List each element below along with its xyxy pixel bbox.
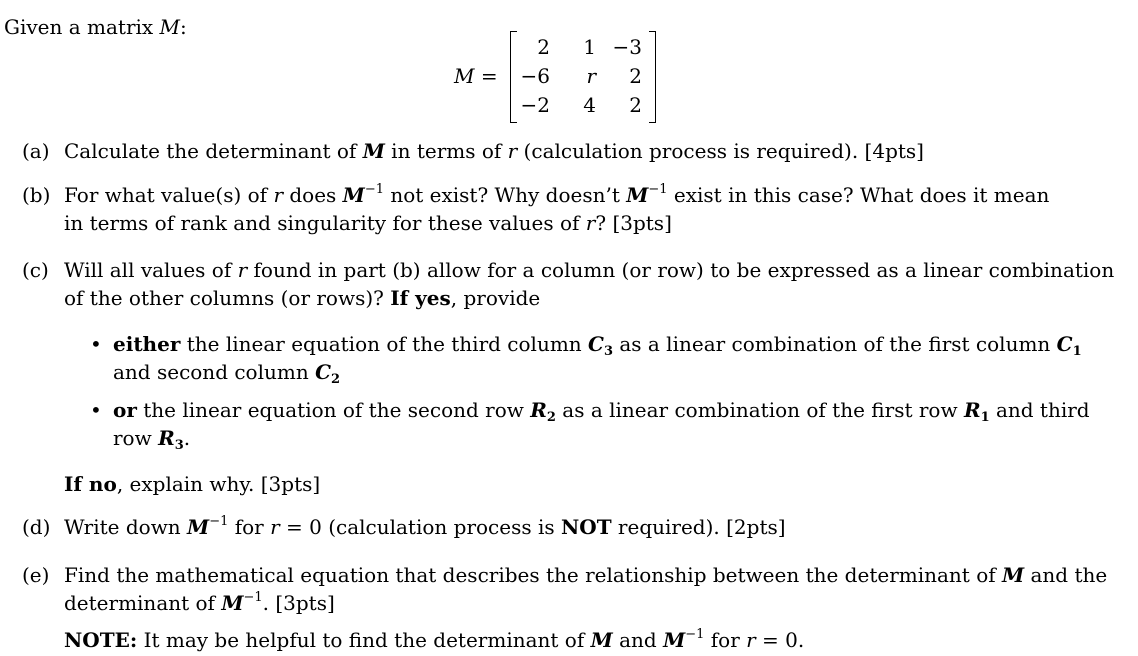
- matrix-cell: 2: [629, 93, 642, 117]
- bullet1-line2: [113, 360, 341, 387]
- r-symbol: r: [585, 211, 596, 235]
- text: required). [2pts]: [611, 515, 786, 539]
- part-b-line2: [64, 211, 672, 235]
- matrix-lhs: M =: [454, 64, 498, 88]
- bullet: •: [90, 398, 102, 422]
- inverse-exponent: −1: [648, 182, 668, 197]
- R-symbol: R: [963, 398, 981, 422]
- note-line: [64, 628, 804, 652]
- text: and second column: [113, 360, 316, 384]
- text: for: [704, 628, 747, 652]
- R-symbol: R: [158, 426, 175, 450]
- subscript: 3: [174, 438, 184, 453]
- text: Will all values of: [64, 258, 238, 282]
- r-symbol: r: [507, 139, 518, 163]
- or-keyword: or: [113, 398, 137, 422]
- part-c-label: (c): [22, 258, 49, 282]
- intro-text: Given a matrix: [4, 15, 160, 39]
- matrix-cell: r: [586, 64, 596, 88]
- M-symbol: M: [362, 139, 385, 163]
- bullet2-line1: [113, 398, 1090, 425]
- text: determinant of: [64, 591, 222, 615]
- text: Write down: [64, 515, 188, 539]
- subscript: 2: [331, 372, 341, 387]
- part-a-label: (a): [22, 139, 50, 163]
- text: , provide: [450, 286, 541, 310]
- subscript: 3: [603, 344, 613, 359]
- text: (calculation process is required). [4pts]: [517, 139, 924, 163]
- text: ? [3pts]: [595, 211, 672, 235]
- text: found in part (b) allow for a column (or row) to be expressed as a linear combination: [247, 258, 1115, 282]
- matrix-cell: 1: [583, 35, 596, 59]
- text: not exist? Why doesn’t: [383, 183, 627, 207]
- text: and the: [1024, 563, 1108, 587]
- M-symbol: M: [221, 591, 244, 615]
- M-symbol: M: [1002, 563, 1025, 587]
- matrix-cell: −2: [520, 93, 550, 117]
- inverse-exponent: −1: [364, 182, 384, 197]
- either-keyword: either: [113, 332, 181, 356]
- text: in terms of rank and singularity for these values of: [64, 211, 586, 235]
- if-no: If no: [64, 472, 117, 496]
- r-symbol: r: [273, 183, 283, 207]
- part-e-line1: [22, 563, 1107, 587]
- M-symbol: M: [663, 628, 686, 652]
- M-symbol: M: [590, 628, 613, 652]
- text: the linear equation of the third column: [180, 332, 589, 356]
- text: of the other columns (or rows)?: [64, 286, 391, 310]
- part-e-line2: [64, 591, 335, 615]
- text: for: [228, 515, 271, 539]
- text: Find the mathematical equation that describes the relationship between the determinant of: [64, 563, 1002, 587]
- text: For what value(s) of: [64, 183, 274, 207]
- R-symbol: R: [530, 398, 547, 422]
- part-d-line1: [22, 515, 786, 539]
- C-symbol: C: [588, 332, 604, 356]
- part-e-label: (e): [22, 563, 50, 587]
- matrix: [510, 31, 656, 123]
- matrix-cell: −6: [520, 64, 550, 88]
- text: and third: [989, 398, 1090, 422]
- C-symbol: C: [1056, 332, 1073, 356]
- M-symbol: M: [626, 183, 649, 207]
- part-a-line1: [22, 139, 924, 163]
- matrix-cell: 4: [583, 93, 596, 117]
- text: Calculate the determinant of: [64, 139, 363, 163]
- text: It may be helpful to find the determinant of: [137, 628, 591, 652]
- text: the linear equation of the second row: [136, 398, 531, 422]
- part-c-line1: [22, 258, 1114, 282]
- text: exist in this case? What does it mean: [667, 183, 1050, 207]
- subscript: 2: [546, 410, 556, 425]
- matrix-cell: −3: [612, 35, 642, 59]
- bullet1-line1: [113, 332, 1082, 359]
- matrix-symbol: M: [159, 15, 181, 39]
- text: , explain why. [3pts]: [116, 472, 321, 496]
- subscript: 1: [980, 410, 990, 425]
- M-symbol: M: [187, 515, 210, 539]
- note-keyword: NOTE:: [64, 628, 138, 652]
- if-yes: If yes: [390, 286, 451, 310]
- text: row: [113, 426, 159, 450]
- part-d-label: (d): [22, 515, 51, 539]
- r-symbol: r: [270, 515, 280, 539]
- not-keyword: NOT: [560, 515, 612, 539]
- inverse-exponent: −1: [685, 627, 705, 642]
- text: and: [612, 628, 664, 652]
- matrix-cell: 2: [629, 64, 642, 88]
- r-symbol: r: [237, 258, 248, 282]
- text: . [3pts]: [262, 591, 335, 615]
- if-no-line: [64, 472, 320, 496]
- part-b-label: (b): [22, 183, 51, 207]
- intro-line: [4, 15, 187, 39]
- subscript: 1: [1072, 344, 1082, 359]
- text: as a linear combination of the first column: [613, 332, 1057, 356]
- text: as a linear combination of the first row: [555, 398, 964, 422]
- right-bracket: [649, 31, 656, 123]
- part-b-line1: [22, 183, 1049, 207]
- bullet: •: [90, 332, 102, 356]
- text: .: [183, 426, 191, 450]
- text: = 0.: [755, 628, 805, 652]
- bullet2-line2: [113, 426, 191, 453]
- part-c-line2: [64, 286, 540, 310]
- text: in terms of: [384, 139, 508, 163]
- text: does: [283, 183, 343, 207]
- r-symbol: r: [746, 628, 756, 652]
- matrix-cell: 2: [537, 35, 550, 59]
- text: = 0 (calculation process is: [279, 515, 561, 539]
- inverse-exponent: −1: [209, 514, 229, 529]
- intro-colon: :: [180, 15, 187, 39]
- M-symbol: M: [342, 183, 365, 207]
- inverse-exponent: −1: [243, 590, 263, 605]
- C-symbol: C: [315, 360, 331, 384]
